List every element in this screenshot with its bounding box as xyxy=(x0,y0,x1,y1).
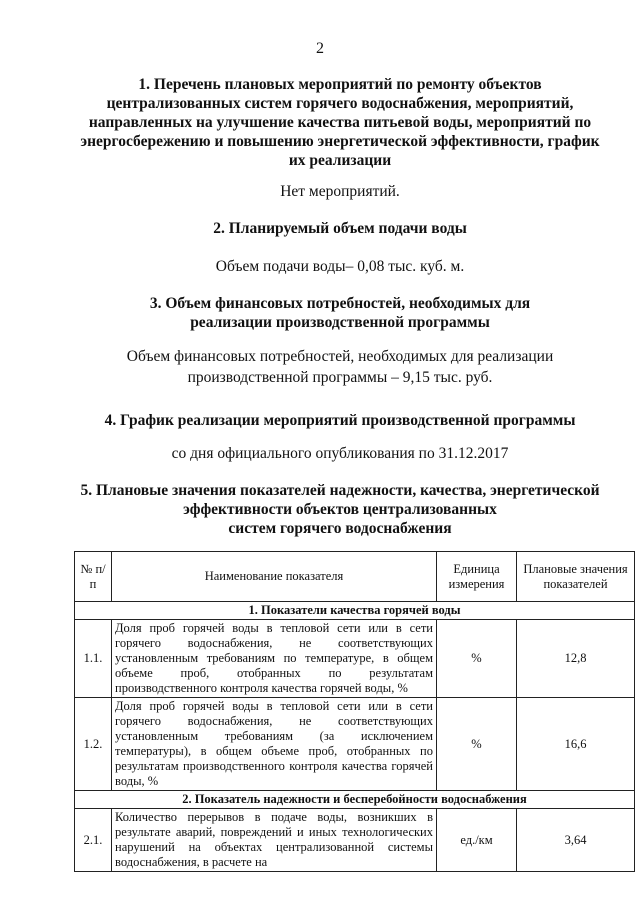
section-2-title: 2. Показатель надежности и бесперебойности водоснабжения xyxy=(75,791,635,809)
heading-line: 3. Объем финансовых потребностей, необходимых для xyxy=(149,295,531,312)
row-value: 3,64 xyxy=(517,809,635,872)
heading-line: направленных на улучшение качества питьевой воды, мероприятий по xyxy=(88,114,592,131)
section-4-text: со дня официального опубликования по 31.12.2017 xyxy=(171,445,509,462)
row-value: 16,6 xyxy=(517,698,635,791)
row-name: Количество перерывов в подаче воды, возникших в результате аварий, повреждений и иных технологических нарушений на объектах централизованной системы водоснабжения, в расчете на xyxy=(112,809,437,872)
table-header-row xyxy=(75,552,635,602)
section-row xyxy=(75,602,635,620)
section-row xyxy=(75,791,635,809)
header-value: Плановые значения показателей xyxy=(517,552,635,602)
heading-line: эффективности объектов централизованных xyxy=(183,501,497,518)
row-name: Доля проб горячей воды в тепловой сети или в сети горячего водоснабжения, не соответствующих установленным требованиям (за исключением температуры), в общем объеме проб, отобранных по результатам производственного контроля качества горячей воды, % xyxy=(112,698,437,791)
heading-line: систем горячего водоснабжения xyxy=(228,520,452,537)
heading-line: энергосбережению и повышению энергетической эффективности, график xyxy=(80,133,600,150)
section-2-text: Объем подачи воды– 0,08 тыс. куб. м. xyxy=(215,258,465,275)
row-unit: % xyxy=(437,620,517,698)
header-number: № п/п xyxy=(75,552,112,602)
text-line: Объем финансовых потребностей, необходимых для реализации xyxy=(126,348,554,365)
section-5-heading xyxy=(60,481,620,538)
page-number: 2 xyxy=(316,40,324,57)
row-name: Доля проб горячей воды в тепловой сети или в сети горячего водоснабжения, не соответствующих установленным требованиям по температуре, в общем объеме проб, отобранных по результатам производственного контроля качества горячей воды, % xyxy=(112,620,437,698)
heading-line: 1. Перечень плановых мероприятий по ремонту объектов xyxy=(138,76,542,93)
indicators-table xyxy=(74,551,635,872)
row-unit: ед./км xyxy=(437,809,517,872)
section-3-heading xyxy=(60,294,620,332)
section-1-heading xyxy=(60,75,620,170)
heading-line: их реализации xyxy=(288,152,392,169)
heading-line: централизованных систем горячего водоснабжения, мероприятий, xyxy=(106,95,574,112)
table-row xyxy=(75,809,635,872)
heading-line: 5. Плановые значения показателей надежности, качества, энергетической xyxy=(80,482,600,499)
table-row xyxy=(75,698,635,791)
section-3-text xyxy=(60,346,620,388)
header-unit: Единица измерения xyxy=(437,552,517,602)
section-1-text: Нет мероприятий. xyxy=(280,183,400,200)
text-line: производственной программы – 9,15 тыс. руб. xyxy=(187,369,493,386)
row-number: 2.1. xyxy=(75,809,112,872)
section-1-title: 1. Показатели качества горячей воды xyxy=(75,602,635,620)
section-4-heading: 4. График реализации мероприятий производственной программы xyxy=(104,412,576,429)
row-number: 1.1. xyxy=(75,620,112,698)
section-2-heading: 2. Планируемый объем подачи воды xyxy=(213,220,467,237)
header-name: Наименование показателя xyxy=(112,552,437,602)
row-value: 12,8 xyxy=(517,620,635,698)
row-number: 1.2. xyxy=(75,698,112,791)
row-unit: % xyxy=(437,698,517,791)
table-row xyxy=(75,620,635,698)
heading-line: реализации производственной программы xyxy=(190,314,490,331)
